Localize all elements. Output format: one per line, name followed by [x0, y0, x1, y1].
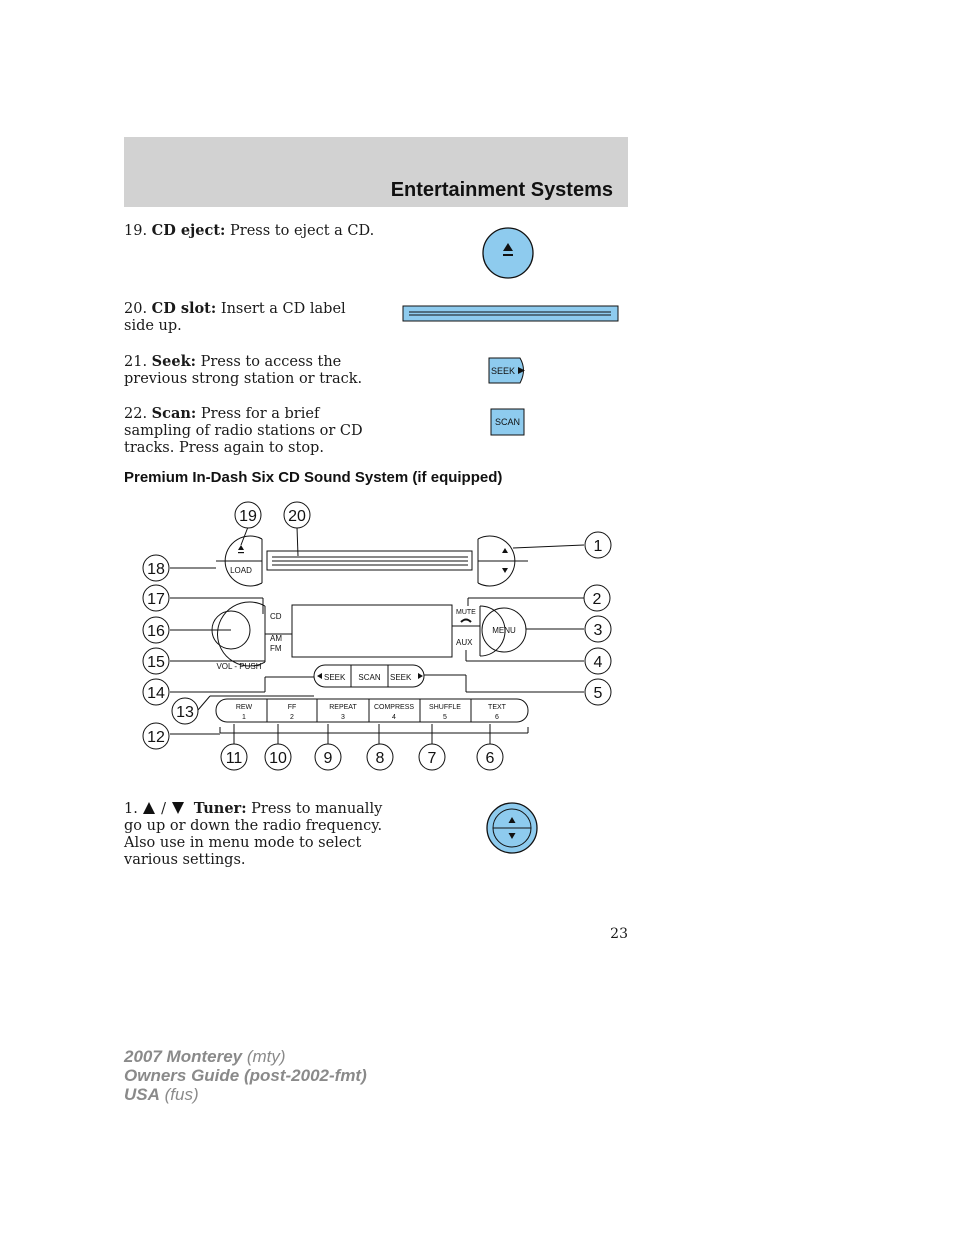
callout-15-number: 15 — [147, 654, 165, 671]
seek-button-icon — [487, 356, 531, 386]
item-tuner — [124, 800, 384, 869]
item-desc: Press for a brief sampling of radio stations or CD tracks. Press again to stop. — [124, 406, 363, 456]
am-label: AM — [270, 634, 282, 643]
item-number: 1. — [124, 801, 138, 817]
item-label: Seek: — [151, 353, 196, 370]
item-desc: Press to access the previous strong station or track. — [124, 354, 363, 387]
radio-faceplate-diagram — [138, 500, 618, 780]
callout-4-number: 4 — [593, 654, 603, 671]
item-number: 19. — [124, 223, 148, 239]
seek-left-label: SEEK — [324, 673, 346, 682]
preset-3-number: 3 — [341, 714, 345, 721]
footer-region-code: (fus) — [164, 1085, 199, 1104]
preset-4-number: 4 — [392, 714, 396, 721]
tuner-down-arrow-icon — [171, 801, 185, 815]
footer — [124, 1047, 367, 1104]
preset-6-name: TEXT — [488, 704, 506, 711]
preset-5-number: 5 — [443, 714, 447, 721]
callout-8-number: 8 — [375, 750, 385, 767]
preset-2-name: FF — [287, 704, 297, 711]
callout-12-number: 12 — [147, 729, 165, 746]
item-scan — [124, 405, 379, 457]
preset-1-name: REW — [235, 704, 253, 711]
item-desc: Press to eject a CD. — [230, 223, 375, 239]
item-desc: manually go up or down the radio frequency. Also use in menu mode to select various settings. — [124, 801, 383, 868]
preset-6-number: 6 — [495, 714, 499, 721]
vol-push-label: VOL - PUSH — [216, 662, 262, 671]
page-number: 23 — [610, 926, 628, 942]
callout-17-number: 17 — [147, 591, 165, 608]
item-label: Tuner: — [193, 800, 247, 817]
item-seek — [124, 353, 379, 388]
item-label: Scan: — [151, 405, 197, 422]
preset-4-name: COMPRESS — [373, 704, 415, 711]
callout-13-number: 13 — [176, 704, 194, 721]
callout-7-number: 7 — [427, 750, 437, 767]
section-title: Premium In-Dash Six CD Sound System (if equipped) — [124, 469, 503, 486]
callout-leader-line — [198, 696, 210, 710]
footer-guide: Owners Guide (post-2002-fmt) — [124, 1066, 367, 1085]
tuner-button-icon — [486, 801, 542, 857]
cd-label: CD — [270, 612, 282, 621]
callout-3-number: 3 — [593, 622, 603, 639]
callout-leader-line — [297, 527, 298, 556]
item-number: 21. — [124, 354, 148, 370]
aux-label: AUX — [456, 638, 473, 647]
item-label: CD slot: — [151, 300, 217, 317]
footer-model-code: (mty) — [246, 1047, 286, 1066]
callout-19-number: 19 — [239, 508, 257, 525]
load-label: LOAD — [230, 566, 252, 575]
preset-1-number: 1 — [242, 714, 246, 721]
scan-label: SCAN — [358, 673, 381, 682]
callout-9-number: 9 — [323, 750, 333, 767]
menu-label: MENU — [492, 626, 516, 635]
item-number: 22. — [124, 406, 148, 422]
scan-button-label: SCAN — [494, 417, 521, 427]
callout-14-number: 14 — [147, 685, 165, 702]
fm-label: FM — [270, 644, 282, 653]
item-cd-slot — [124, 300, 379, 335]
item-desc: Insert a CD label side up. — [124, 301, 346, 334]
callout-16-number: 16 — [147, 623, 165, 640]
callout-1-number: 1 — [593, 538, 603, 555]
item-number: 20. — [124, 301, 148, 317]
callout-5-number: 5 — [593, 685, 603, 702]
preset-2-number: 2 — [290, 714, 294, 721]
item-desc-line1: Press to — [251, 801, 311, 817]
item-cd-eject — [124, 222, 379, 240]
callout-leader-line — [513, 545, 584, 548]
mute-label: MUTE — [456, 609, 476, 616]
preset-5-name: SHUFFLE — [429, 704, 461, 711]
page-title: Entertainment Systems — [390, 179, 613, 201]
footer-region: USA — [124, 1085, 160, 1104]
tuner-separator: / — [161, 801, 166, 817]
callout-2-number: 2 — [592, 591, 602, 608]
callout-18-number: 18 — [147, 561, 165, 578]
tuner-up-arrow-icon — [142, 801, 156, 815]
callout-6-number: 6 — [485, 750, 495, 767]
cd-eject-button-icon — [480, 227, 538, 281]
footer-model: 2007 Monterey — [124, 1047, 243, 1066]
callout-20-number: 20 — [288, 508, 306, 525]
preset-3-name: REPEAT — [329, 704, 357, 711]
item-label: CD eject: — [151, 222, 226, 239]
callout-11-number: 11 — [225, 750, 243, 767]
header-band — [124, 137, 628, 207]
seek-button-label: SEEK — [491, 366, 516, 376]
seek-right-label: SEEK — [390, 673, 412, 682]
callout-10-number: 10 — [269, 750, 287, 767]
cd-slot-icon — [402, 305, 620, 323]
scan-button-icon — [489, 407, 527, 437]
